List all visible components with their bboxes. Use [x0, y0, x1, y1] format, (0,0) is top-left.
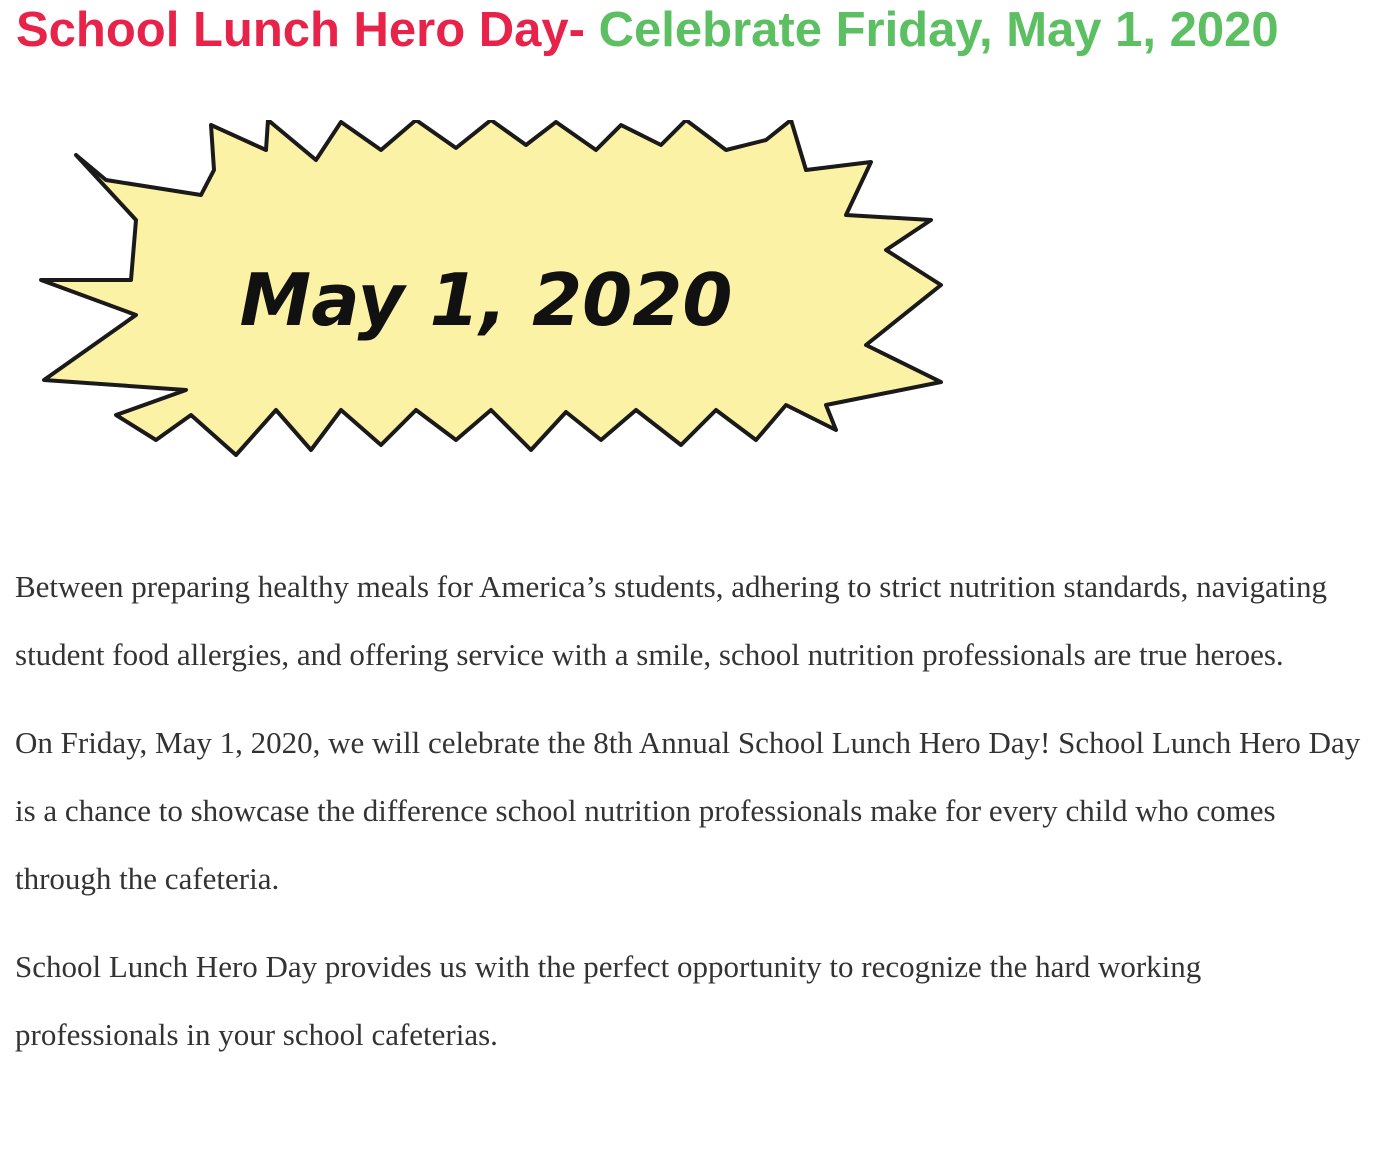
title-event-name: School Lunch Hero Day- — [16, 3, 586, 57]
title-date: Celebrate Friday, May 1, 2020 — [585, 3, 1279, 57]
date-starburst-graphic — [36, 120, 956, 470]
starburst-date-text: May 1, 2020 — [239, 258, 733, 342]
paragraph-opportunity: School Lunch Hero Day provides us with the perfect opportunity to recognize the hard working professionals in your school cafeterias. — [15, 949, 1202, 1052]
article-body — [15, 553, 1371, 1089]
paragraph-celebration: On Friday, May 1, 2020, we will celebrate the 8th Annual School Lunch Hero Day! School Lunch Hero Day is a chance to showcase the difference school nutrition professionals make for every child who comes through the cafeteria. — [15, 725, 1361, 896]
paragraph-intro: Between preparing healthy meals for America’s students, adhering to strict nutrition standards, navigating student food allergies, and offering service with a smile, school nutrition professionals are true heroes. — [15, 569, 1327, 672]
page-title — [16, 2, 1279, 58]
